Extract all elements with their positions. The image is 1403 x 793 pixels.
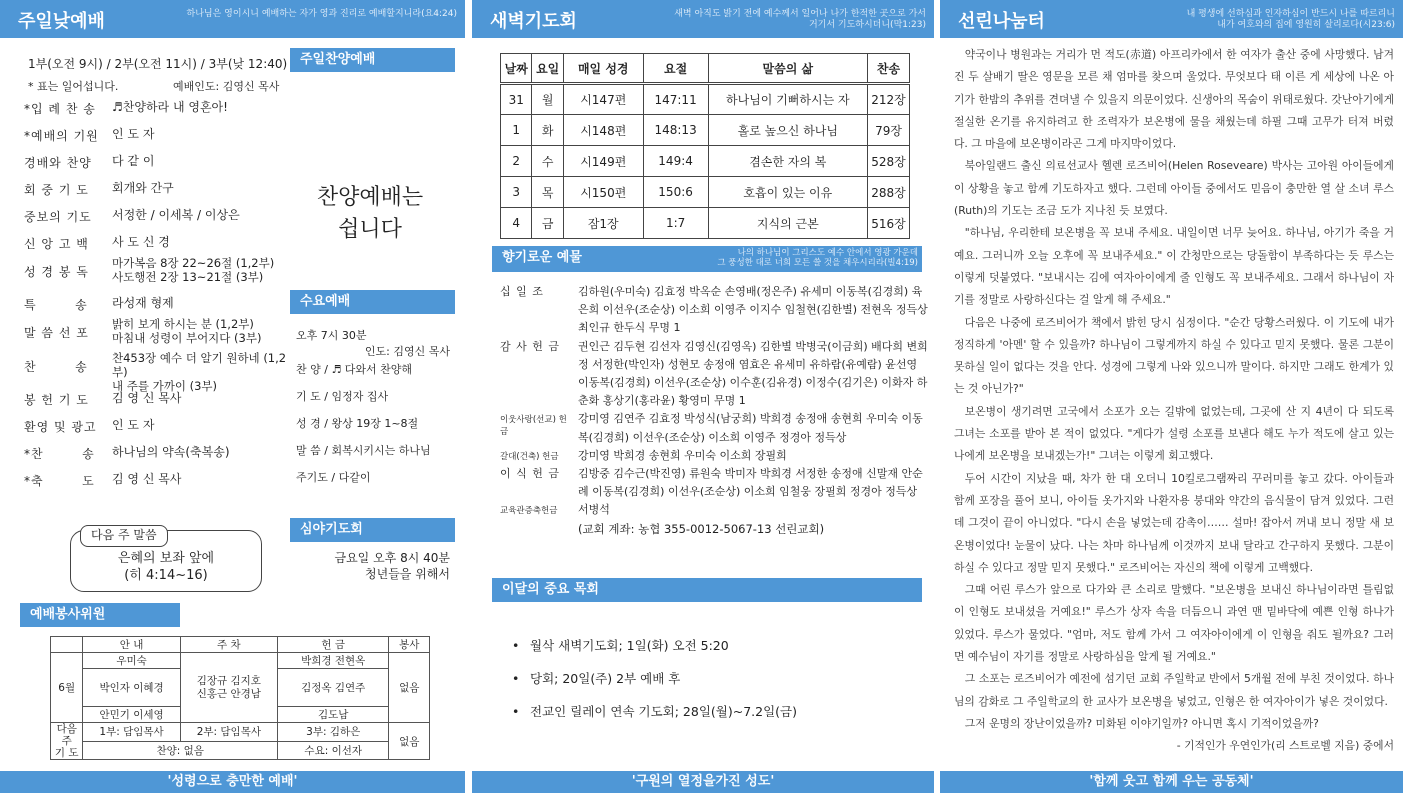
offering-names: 김방중 김수근(박진영) 류원숙 박미자 박희경 서정한 송정애 신말재 안순례 이동복(김경희) 이선우(조순상) 이소희 임철웅 장필희 정경아 정득상 bbox=[578, 467, 923, 499]
table-cell: 시147편 bbox=[563, 84, 643, 115]
worship-order-item bbox=[24, 121, 284, 148]
wednesday-item: 성 경 / 왕상 19장 1~8절 bbox=[296, 417, 419, 430]
essay-paragraph: 두어 시간이 지났을 때, 차가 한 대 오더니 10킬로그램짜리 꾸러미를 놓고 갔다. 아이들과 함께 포장을 풀어 보니, 아이들 옷가지와 나환자용 붕대와 약간의 음식물이 담겨 있었다. 그런데 그것이 끝이 아니었다. "다시 손을 넣었는데 감촉이…… 설마! 잡아서 꺼내 보니 정말 새 보온병이었다! 눈물이 났다. 나는 차마 하나님께 이것까지 보내 달라고 간구하지 못했다. 그분이 하실 수 있다고 정말 믿지 못했다." 로즈비어는 자신의 책에 이렇게 고백했다. bbox=[954, 471, 1394, 574]
table-cell: 150:6 bbox=[643, 177, 708, 208]
offering-label: 감 사 헌 금 bbox=[500, 339, 560, 353]
next-sermon-label: 다음 주 말씀 bbox=[80, 525, 168, 547]
offering-names: 김하원(우미숙) 김효정 박옥순 손영배(정은주) 유세미 이동복(김경희) 육은희 이선우(조순상) 이소희 이영주 이지수 임철현(김한별) 전현옥 정득상 최인규 한두식 무명 1 bbox=[578, 285, 928, 335]
table-cell: 잠1장 bbox=[563, 208, 643, 239]
table-cell: 79장 bbox=[868, 115, 910, 146]
offering-cell: 박희경 전현옥 bbox=[277, 653, 388, 669]
worship-order-item bbox=[24, 256, 284, 290]
column-sharing bbox=[940, 0, 1403, 793]
offering-group bbox=[500, 283, 930, 338]
table-cell: 화 bbox=[532, 115, 563, 146]
worship-order-item bbox=[24, 229, 284, 256]
wednesday-title: 수요예배 bbox=[300, 294, 351, 309]
friday-time: 금요일 오후 8시 40분 bbox=[334, 551, 450, 565]
table-row bbox=[501, 115, 910, 146]
table-row bbox=[501, 177, 910, 208]
friday-service bbox=[300, 550, 450, 582]
wednesday-leader: 인도: 김영신 목사 bbox=[364, 345, 450, 358]
essay-paragraph: 약국이나 병원과는 거리가 먼 적도(赤道) 아프리카에서 한 여자가 출산 중에 사망했다. 남겨진 두 살배기 딸은 영문을 모른 채 엄마를 찾으며 울었다. 무엇보다 태 이른 게 세상에 나온 아기가 한밤의 추위를 견뎌낼 수 있을지 의문이었다. 신생아의 목숨이 위태로웠다. 갓난아기에게 절실한 온기를 유지하려고 한 조력자가 보온병에 물을 채웠는데 하필 그때 고무가 터져 버렸다. 그 마을에 보온병이라곤 그게 마지막이었다. bbox=[954, 48, 1394, 151]
friday-title: 심야기도회 bbox=[300, 522, 363, 537]
worship-order-item bbox=[24, 466, 284, 493]
essay-paragraph: 그 소포는 로즈비어가 예전에 섬기던 교회 주일학교 반에서 5개월 전에 부친 것이었다. 하나님의 감화로 그 주일학교의 한 교사가 보온병을 넣었고, 인형은 한 여자아이가 넣은 것이었다. bbox=[954, 672, 1394, 708]
servers-table bbox=[50, 636, 430, 760]
prayer-cell: 1부: 담임목사 bbox=[83, 723, 180, 742]
usher-cell: 박인자 이혜경 bbox=[83, 669, 180, 707]
dawn-title: 새벽기도회 bbox=[490, 11, 577, 32]
friday-note: 청년들을 위해서 bbox=[365, 567, 450, 581]
table-cell: 2 bbox=[501, 146, 532, 177]
table-cell: 528장 bbox=[868, 146, 910, 177]
next-sermon-title: 은혜의 보좌 앞에 bbox=[117, 551, 215, 566]
servers-title: 예배봉사위원 bbox=[30, 607, 106, 622]
table-cell: 148:13 bbox=[643, 115, 708, 146]
offering-list bbox=[500, 283, 930, 538]
sharing-title: 선린나눔터 bbox=[958, 11, 1045, 32]
essay-body bbox=[954, 44, 1394, 758]
wednesday-time: 오후 7시 30분 bbox=[296, 329, 367, 342]
header-usher: 안 내 bbox=[83, 637, 180, 653]
month-cell: 6월 bbox=[51, 653, 83, 723]
worship-order-item bbox=[24, 175, 284, 202]
order-value: 서정한 / 이세복 / 이상은 bbox=[112, 208, 240, 222]
offering-names: 권인근 김두현 김선자 김영신(김영옥) 김한별 박병국(이금희) 배다희 변희정 서정한(박인자) 성현모 송정애 염효은 유세미 유하람(유예람) 윤선영 이동복(김경희) 이선우(조순상) 이수훈(김유경) 이정수(김기은) 이화자 하춘화 홍상기(홍라윤) 황영미 무명 1 bbox=[578, 339, 928, 408]
order-of-worship bbox=[24, 94, 287, 493]
footer-middle: '구원의 열정을가진 성도' bbox=[472, 771, 934, 793]
dawn-table bbox=[500, 53, 910, 239]
sunday-title: 주일낮예배 bbox=[18, 11, 105, 32]
service-cell: 없음 bbox=[389, 723, 430, 760]
header-date: 날짜 bbox=[501, 54, 532, 84]
essay-paragraph: 그저 운명의 장난이었을까? 미화된 이야기일까? 아니면 혹시 기적이었을까? bbox=[964, 716, 1319, 730]
worship-order-item bbox=[24, 412, 284, 439]
essay-paragraph: 보온병이 생기려면 고국에서 소포가 오는 길밖에 없었는데, 그곳에 산 지 4년이 다 되도록 그녀는 소포를 받아 본 적이 없었다. "게다가 설령 소포를 보낸다 해도 누가 적도에 살고 있는 나에게 보온병을 보내겠는가!" 그녀는 이렇게 회고했다. bbox=[954, 404, 1394, 463]
prayer-cell: 수요: 이선자 bbox=[277, 741, 388, 760]
dawn-verse: 새벽 아직도 밝기 전에 예수께서 일어나 나가 한적한 곳으로 가서 거기서 기도하시더니(막1:23) bbox=[674, 9, 926, 30]
list-item: • 전교인 릴레이 연속 기도회; 28일(월)~7.2일(금) bbox=[512, 702, 797, 735]
table-cell: 212장 bbox=[868, 84, 910, 115]
footer-right: '함께 웃고 함께 우는 공동체' bbox=[940, 771, 1403, 793]
table-row bbox=[51, 741, 430, 760]
table-cell: 4 bbox=[501, 208, 532, 239]
table-cell: 288장 bbox=[868, 177, 910, 208]
header-life: 말씀의 삶 bbox=[708, 54, 867, 84]
table-cell: 지식의 근본 bbox=[708, 208, 867, 239]
wednesday-item: 주기도 / 다같이 bbox=[296, 471, 371, 484]
worship-order-item bbox=[24, 317, 284, 351]
table-cell: 1 bbox=[501, 115, 532, 146]
parking-cell: 김장규 김지호 신홍근 안경남 bbox=[180, 653, 277, 723]
order-label: 찬 송 bbox=[24, 360, 88, 374]
offering-group bbox=[500, 410, 930, 446]
header-hymn: 찬송 bbox=[868, 54, 910, 84]
essay-paragraph: 북아일랜드 출신 의료선교사 헬렌 로즈비어(Helen Roseveare) 박사는 고아원 아이들에게 이 상황을 놓고 함께 기도하자고 했다. 그런데 아이들 중에서도 믿음이 충만한 열 살 소녀 루스(Ruth)의 기도는 조금 도가 지나친 듯 보였다. bbox=[954, 159, 1394, 218]
header-bible: 매일 성경 bbox=[563, 54, 643, 84]
header-offering: 헌 금 bbox=[277, 637, 388, 653]
offering-title: 향기로운 예물 bbox=[502, 250, 582, 265]
table-row bbox=[51, 653, 430, 669]
order-label: 중보의 기도 bbox=[24, 210, 92, 224]
offering-cell: 김정옥 김연주 bbox=[277, 669, 388, 707]
order-value: 다 같 이 bbox=[112, 154, 155, 168]
essay-paragraph: 다음은 나중에 로즈비어가 책에서 밝힌 당시 심정이다. "순간 당황스러웠다. 이 기도에 내가 정직하게 '아멘' 할 수 있을까? 하나님이 그렇게까지 하실 수 있다고 믿지 못했다. 물론 그분이 못하실 일이 없다는 것을 안다. 성경에 그렇게 나와 있으니까 말이다. 하지만 그래도 한계가 있는 것 아닌가?" bbox=[954, 315, 1394, 396]
table-cell: 3 bbox=[501, 177, 532, 208]
header-service: 봉사 bbox=[389, 637, 430, 653]
worship-order-item bbox=[24, 94, 284, 121]
table-cell: 149:4 bbox=[643, 146, 708, 177]
table-cell: 홀로 높으신 하나님 bbox=[708, 115, 867, 146]
order-label: 환영 및 광고 bbox=[24, 420, 97, 434]
header-day: 요일 bbox=[532, 54, 563, 84]
stand-note bbox=[28, 78, 280, 94]
offering-cell: 김도남 bbox=[277, 707, 388, 723]
order-value: 밝히 보게 하시는 분 (1,2부) 마침내 성령이 부어지다 (3부) bbox=[112, 317, 262, 345]
next-week-cell: 다음주 기 도 bbox=[51, 723, 83, 760]
wednesday-item: 말 씀 / 회복시키시는 하나님 bbox=[296, 444, 431, 457]
table-row bbox=[51, 723, 430, 742]
wednesday-section-header bbox=[290, 290, 455, 314]
next-sermon-ref: (히 4:14~16) bbox=[124, 568, 208, 583]
table-cell: 516장 bbox=[868, 208, 910, 239]
offering-label: 갈대(건축) 헌금 bbox=[500, 451, 559, 462]
praise-message-text: 찬양예배는 쉽니다 bbox=[316, 185, 424, 242]
table-cell: 월 bbox=[532, 84, 563, 115]
order-label: 특 송 bbox=[24, 298, 88, 312]
stand-note-text: * 표는 일어섭니다. bbox=[28, 80, 119, 93]
wednesday-item: 기 도 / 임정자 집사 bbox=[296, 390, 389, 403]
table-cell: 겸손한 자의 복 bbox=[708, 146, 867, 177]
praise-title: 주일찬양예배 bbox=[300, 52, 376, 67]
essay-paragraph: 그때 어린 루스가 앞으로 다가와 큰 소리로 말했다. "보온병을 보내신 하나님이라면 틀림없이 인형도 보내셨을 거예요!" 루스가 상자 속을 더듬으니 과연 맨 밑바닥에 예쁜 인형 하나가 있었다. 루스가 물었다. "엄마, 저도 함께 가서 그 여자아이에게 이 인형을 줘도 될까요? 그러면 예수님이 자기를 정말로 사랑하심을 알게 될 거예요." bbox=[954, 583, 1394, 664]
friday-section-header bbox=[290, 518, 455, 542]
order-value: 인 도 자 bbox=[112, 418, 155, 432]
worship-order-item bbox=[24, 439, 284, 466]
offering-group bbox=[500, 338, 930, 411]
praise-message bbox=[290, 150, 450, 246]
list-item: • 당회; 20일(주) 2부 예배 후 bbox=[512, 669, 797, 702]
worship-order-item bbox=[24, 148, 284, 175]
table-row bbox=[51, 637, 430, 653]
table-cell: 금 bbox=[532, 208, 563, 239]
table-cell: 호흡이 있는 이유 bbox=[708, 177, 867, 208]
offering-section-header bbox=[492, 246, 922, 272]
order-label: *찬 송 bbox=[24, 447, 95, 461]
order-value: 라성재 형제 bbox=[112, 296, 174, 310]
order-value: ♬찬양하라 내 영혼아! bbox=[112, 100, 228, 114]
sunday-header bbox=[0, 0, 465, 38]
sharing-header bbox=[940, 0, 1403, 38]
usher-cell: 우미숙 bbox=[83, 653, 180, 669]
order-label: 신 앙 고 백 bbox=[24, 237, 89, 251]
offering-label: 이웃사랑(선교) 헌금 bbox=[500, 415, 567, 438]
offering-names: 강미영 김연주 김효정 박성식(남궁희) 박희경 송정애 송현희 우미숙 이동복(김경희) 이선우(조순상) 이소희 이영주 정경아 정득상 bbox=[578, 412, 923, 444]
usher-cell: 안민기 이세영 bbox=[83, 707, 180, 723]
sharing-verse: 내 평생에 선하심과 인자하심이 반드시 나를 따르리니 내가 여호와의 집에 영원히 살리로다(시23:6) bbox=[1186, 9, 1395, 30]
prayer-cell: 찬양: 없음 bbox=[83, 741, 278, 760]
order-label: *예배의 기원 bbox=[24, 129, 99, 143]
worship-order-item bbox=[24, 385, 284, 412]
header-verse: 요절 bbox=[643, 54, 708, 84]
order-value: 김 영 신 목사 bbox=[112, 472, 182, 486]
events-title: 이달의 중요 목회 bbox=[502, 582, 599, 597]
worship-order-item bbox=[24, 351, 287, 393]
wednesday-service bbox=[296, 328, 456, 497]
table-cell: 31 bbox=[501, 84, 532, 115]
servers-section-header bbox=[20, 603, 180, 627]
order-value: 찬453장 예수 더 알기 원하네 (1,2부) 내 주를 가까이 (3부) bbox=[112, 351, 287, 393]
sunday-leader: 예배인도: 김영신 목사 bbox=[173, 80, 280, 93]
header-parking: 주 차 bbox=[180, 637, 277, 653]
essay-source: - 기적인가 우연인가(리 스트로벨 지음) 중에서 bbox=[1176, 739, 1394, 753]
prayer-cell: 2부: 담임목사 bbox=[180, 723, 277, 742]
order-value: 인 도 자 bbox=[112, 127, 155, 141]
table-cell: 하나님이 기뻐하시는 자 bbox=[708, 84, 867, 115]
order-value: 사 도 신 경 bbox=[112, 235, 170, 249]
table-cell: 수 bbox=[532, 146, 563, 177]
order-label: 경배와 찬양 bbox=[24, 156, 92, 170]
events-list bbox=[512, 636, 797, 735]
order-value: 마가복음 8장 22~26절 (1,2부) 사도행전 2장 13~21절 (3부) bbox=[112, 256, 275, 284]
order-label: *축 도 bbox=[24, 474, 95, 488]
table-cell: 147:11 bbox=[643, 84, 708, 115]
footer-left: '성령으로 충만한 예배' bbox=[0, 771, 465, 793]
events-section-header bbox=[492, 578, 922, 602]
worship-order-item bbox=[24, 290, 284, 317]
offering-group bbox=[500, 465, 930, 501]
offering-verse: 나의 하나님이 그리스도 예수 안에서 영광 가운데 그 풍성한 대로 너희 모든 쓸 것을 채우시리라(빌4:19) bbox=[717, 248, 918, 268]
table-row bbox=[501, 208, 910, 239]
list-item: • 월삭 새벽기도회; 1일(화) 오전 5:20 bbox=[512, 636, 797, 669]
table-row bbox=[501, 54, 910, 84]
offering-label: 이 식 헌 금 bbox=[500, 467, 560, 481]
service-cell: 없음 bbox=[389, 653, 430, 723]
order-label: *입 례 찬 송 bbox=[24, 102, 96, 116]
worship-order-item bbox=[24, 202, 284, 229]
offering-label: 교육관증축헌금 bbox=[500, 506, 558, 517]
bank-account: (교회 계좌: 농협 355-0012-5067-13 선린교회) bbox=[578, 521, 825, 536]
table-row bbox=[501, 84, 910, 115]
table-cell: 목 bbox=[532, 177, 563, 208]
offering-group bbox=[500, 447, 930, 465]
table-row bbox=[501, 146, 910, 177]
prayer-cell: 3부: 김하은 bbox=[277, 723, 388, 742]
service-times: 1부(오전 9시) / 2부(오전 11시) / 3부(낮 12:40) bbox=[28, 57, 288, 71]
table-cell: 시148편 bbox=[563, 115, 643, 146]
order-value: 회개와 간구 bbox=[112, 181, 174, 195]
praise-section-header bbox=[290, 48, 455, 72]
essay-paragraph: "하나님, 우리한테 보온병을 꼭 보내 주세요. 내일이면 너무 늦어요. 하나님, 아기가 죽을 거예요. 그러니까 오늘 오후에 꼭 보내주세요." 이 간청만으로는 당돌함이 부족하다는 듯 루스는 이렇게 덧붙였다. "보내시는 김에 여자아이에게 줄 인형도 꼭 보내주세요. 그래서 하나님이 자기를 정말로 사랑하신다는 걸 알게 해 주세요." bbox=[954, 226, 1394, 307]
table-cell: 시150편 bbox=[563, 177, 643, 208]
order-label: 말 씀 선 포 bbox=[24, 326, 89, 340]
order-value: 하나님의 약속(축복송) bbox=[112, 445, 230, 459]
order-label: 성 경 봉 독 bbox=[24, 265, 89, 279]
dawn-column bbox=[472, 0, 934, 793]
wednesday-item: 찬 양 / ♬ 다와서 찬양해 bbox=[296, 363, 413, 376]
table-cell: 1:7 bbox=[643, 208, 708, 239]
offering-names: 강미영 박희경 송현희 우미숙 이소희 장필희 bbox=[578, 448, 787, 462]
table-cell: 시149편 bbox=[563, 146, 643, 177]
order-label: 회 중 기 도 bbox=[24, 183, 89, 197]
offering-names: 서병석 bbox=[578, 503, 610, 517]
sunday-verse: 하나님은 영이시니 예배하는 자가 영과 진리로 예배할지니라(요4:24) bbox=[186, 9, 457, 19]
offering-group bbox=[500, 501, 930, 519]
order-value: 김 영 신 목사 bbox=[112, 391, 182, 405]
dawn-header bbox=[472, 0, 934, 38]
next-sermon bbox=[70, 550, 262, 584]
worship-column bbox=[0, 0, 465, 793]
offering-label: 십 일 조 bbox=[500, 285, 544, 298]
order-label: 봉 헌 기 도 bbox=[24, 393, 89, 407]
